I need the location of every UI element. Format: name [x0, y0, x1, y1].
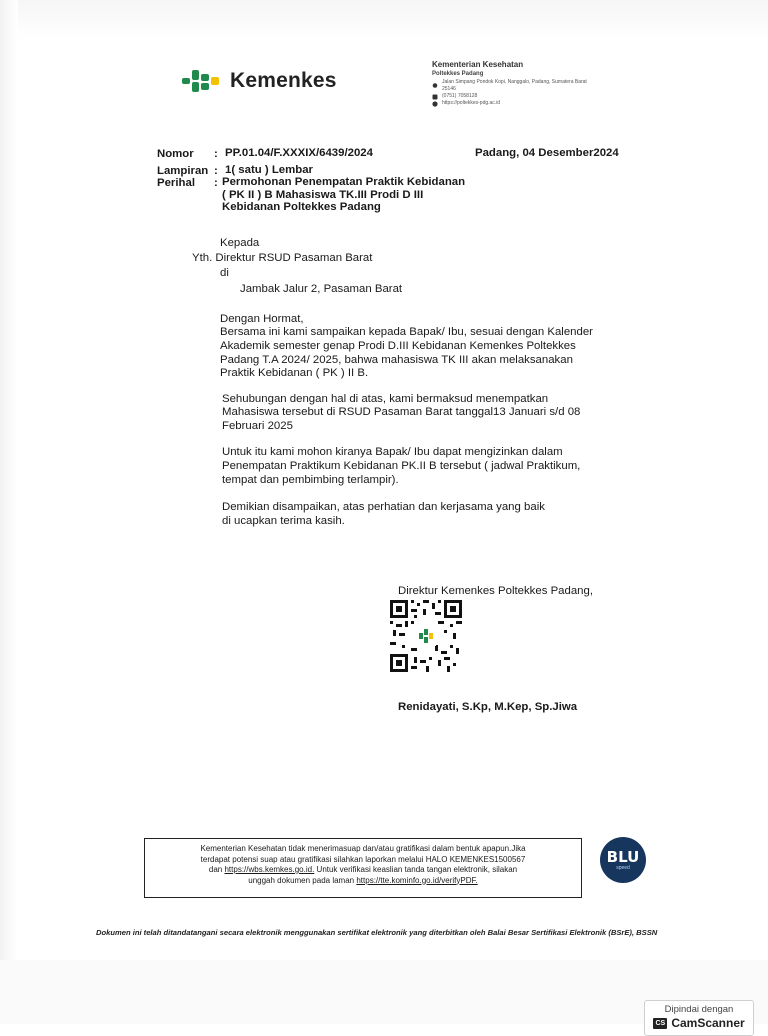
paragraph-line: Praktik Kebidanan ( PK ) II B.: [220, 367, 369, 379]
verify-pdf-link[interactable]: https://tte.kominfo.go.id/verifyPDF.: [356, 875, 478, 885]
globe-icon: [432, 101, 438, 107]
letter-date: Padang, 04 Desember2024: [475, 147, 619, 159]
address-line: [432, 79, 592, 93]
paragraph-line: Padang T.A 2024/ 2025, bahwa mahasiswa TK III akan melaksanakan: [220, 354, 573, 366]
phone-line: [432, 93, 592, 100]
camscanner-top-text: Dipindai dengan: [664, 1004, 734, 1015]
paragraph-line: Untuk itu kami mohon kiranya Bapak/ Ibu dapat mengizinkan dalam: [222, 446, 563, 458]
address-text: Jalan Simpang Pondok Kopi, Nanggalo, Padang, Sumatera Barat 25146: [442, 79, 587, 92]
notice-line: terdapat potensi suap atau gratifikasi silahkan laporkan melalui HALO KEMENKES1500567: [200, 854, 526, 864]
camscanner-logo-icon: CS: [653, 1018, 667, 1029]
phone-text: (0751) 7058128: [442, 93, 478, 99]
nomor-label: Nomor: [157, 148, 194, 160]
notice-line: [145, 865, 581, 876]
perihal-line: Permohonan Penempatan Praktik Kebidanan: [222, 176, 466, 188]
blu-badge-text: BLU: [606, 847, 640, 866]
paragraph-line: Akademik semester genap Prodi D.III Kebidanan Kemenkes Poltekkes: [220, 340, 576, 352]
anti-gratification-notice: [144, 838, 582, 898]
paragraph-line: Demikian disampaikan, atas perhatian dan kerjasama yang baik: [222, 501, 545, 513]
phone-icon: [432, 94, 438, 100]
salutation: Dengan Hormat,: [220, 313, 304, 325]
scan-shade: [0, 0, 18, 1024]
institution-info: [432, 60, 592, 107]
paragraph-line: tempat dan pembimbing terlampir).: [222, 474, 399, 486]
colon: :: [214, 177, 218, 189]
di-text: di: [220, 267, 229, 279]
colon: :: [214, 148, 218, 160]
kemenkes-logo-icon: [180, 66, 222, 96]
paragraph-line: Mahasiswa tersebut di RSUD Pasaman Barat tanggal13 Januari s/d 08: [222, 406, 581, 418]
paragraph-line: Penempatan Praktikum Kebidanan PK.II B tersebut ( jadwal Praktikum,: [222, 460, 581, 472]
lampiran-value: 1( satu ) Lembar: [225, 164, 313, 176]
colon: :: [214, 165, 218, 177]
recipient-address: Jambak Jalur 2, Pasaman Barat: [240, 283, 403, 295]
signatory-name: Renidayati, S.Kp, M.Kep, Sp.Jiwa: [398, 701, 578, 713]
website-line: [432, 100, 592, 107]
blu-badge: [600, 837, 646, 883]
location-icon: [432, 83, 438, 89]
kepada-text: Kepada: [220, 237, 260, 249]
camscanner-name: CamScanner: [671, 1016, 745, 1030]
institution-sub: Poltekkes Padang: [432, 71, 484, 77]
scan-shade: [0, 0, 768, 40]
lampiran-label: Lampiran: [157, 165, 209, 177]
notice-text: dan: [208, 865, 225, 874]
blu-badge-sub: speed: [616, 864, 630, 871]
paragraph-line: Februari 2025: [222, 420, 293, 432]
signatory-title: Direktur Kemenkes Poltekkes Padang,: [398, 585, 594, 597]
logo-text: Kemenkes: [230, 69, 337, 92]
perihal-line: Kebidanan Poltekkes Padang: [222, 201, 381, 213]
notice-text: Untuk verifikasi keaslian tanda tangan elektronik, silakan: [314, 865, 518, 874]
wbs-link[interactable]: https://wbs.kemkes.go.id.: [224, 865, 315, 874]
recipient-name: Yth. Direktur RSUD Pasaman Barat: [192, 252, 373, 264]
perihal-line: ( PK II ) B Mahasiswa TK.III Prodi D III: [222, 189, 424, 201]
nomor-value: PP.01.04/F.XXXIX/6439/2024: [225, 147, 373, 159]
perihal-label: Perihal: [157, 177, 195, 189]
camscanner-row: [645, 1016, 753, 1030]
notice-line: [145, 876, 581, 887]
paragraph-line: Bersama ini kami sampaikan kepada Bapak/ Ibu, sesuai dengan Kalender: [220, 326, 593, 338]
kemenkes-logo: [180, 66, 337, 96]
paragraph-line: di ucapkan terima kasih.: [222, 515, 345, 527]
qr-code-icon: [390, 600, 462, 672]
notice-text: unggah dokumen pada laman: [248, 875, 357, 885]
institution-name: Kementerian Kesehatan: [432, 60, 524, 69]
website-text: https://poltekkes-pdg.ac.id: [442, 100, 501, 106]
paragraph-line: Sehubungan dengan hal di atas, kami bermaksud menempatkan: [222, 393, 549, 405]
e-signature-footer: Dokumen ini telah ditandatangani secara elektronik menggunakan sertifikat elektronik yang diterbitkan oleh Balai Besar Sertifikasi Elektronik (BSrE), BSSN: [96, 928, 658, 937]
camscanner-watermark: [644, 1000, 754, 1036]
notice-line: Kementerian Kesehatan tidak menerimasuap dan/atau gratifikasi dalam bentuk apapun.Jika: [200, 844, 526, 853]
